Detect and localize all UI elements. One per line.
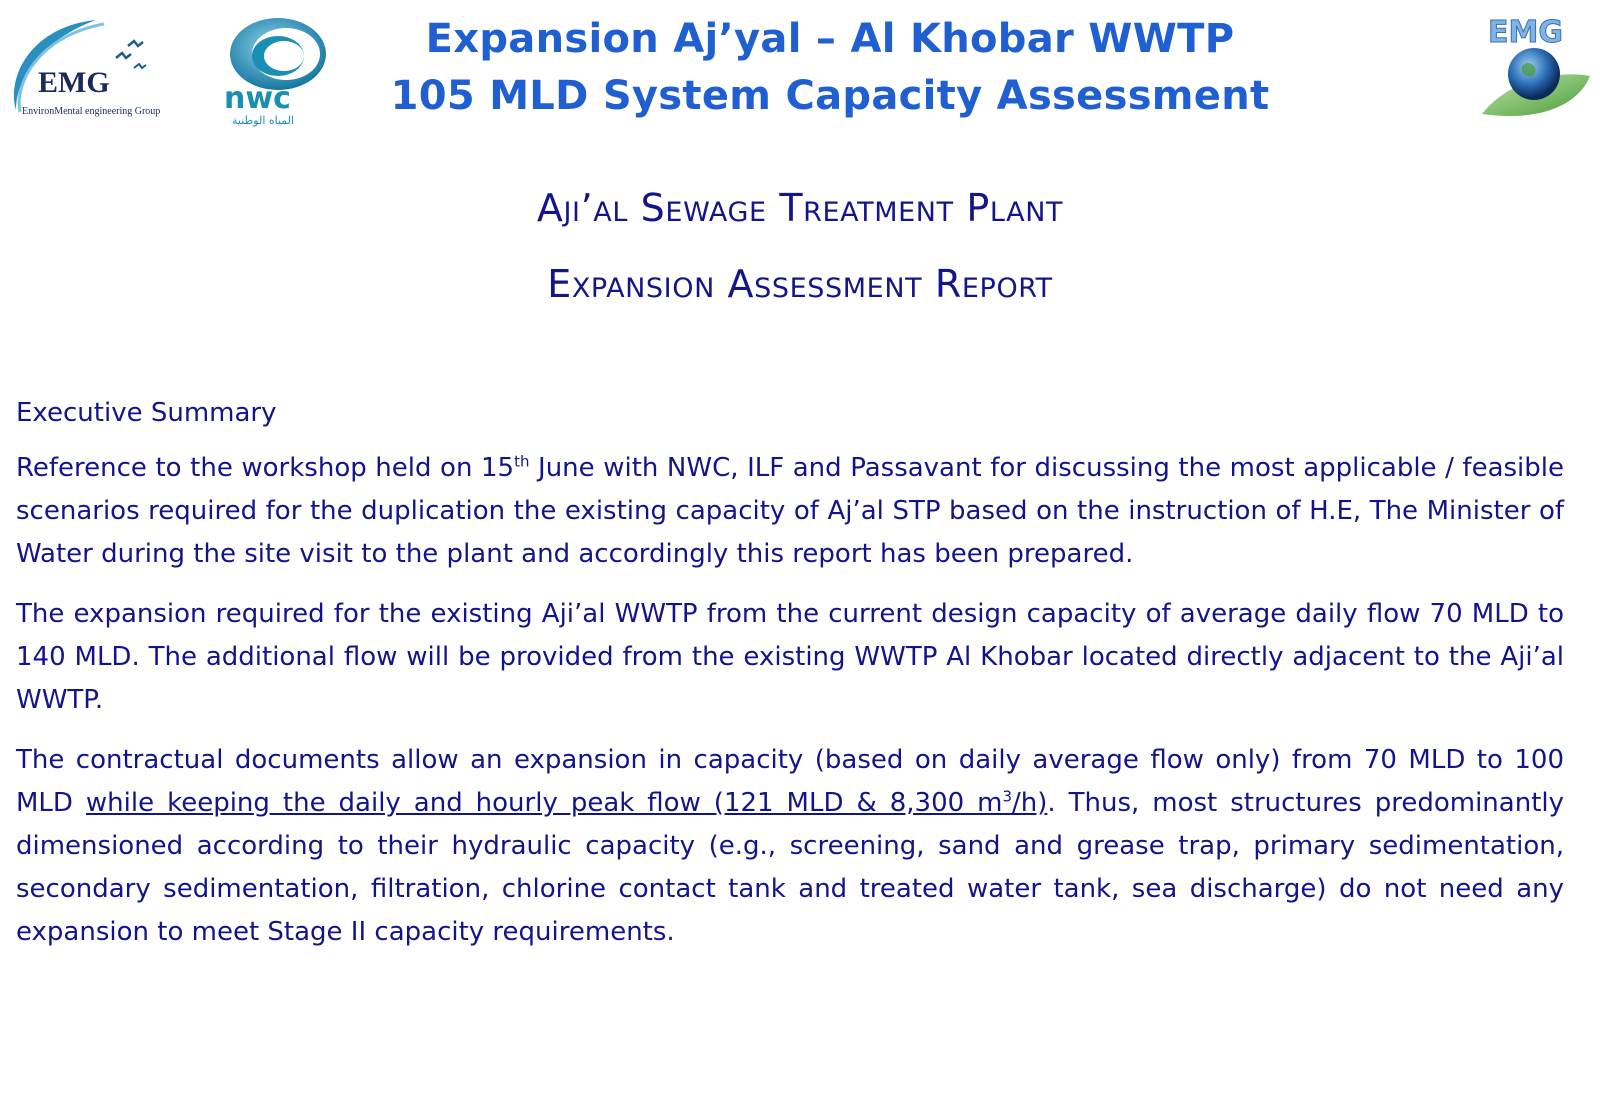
para1-text-a: Reference to the workshop held on 15 <box>16 453 515 483</box>
nwc-logo <box>218 12 342 128</box>
para3-underlined-a: while keeping the daily and hourly peak flow (121 MLD & 8,300 m <box>85 788 1003 818</box>
para3-text-b: . Thus, most structures predominantly dimensioned according to their hydraulic capacity (e.g., screening, sand and grease trap, primary sedimentation, secondary sedimentation, filtration, chlorine contact tank and treated water tank, sea discharge) do not need any expansion to meet Stage II capacity requirements. <box>16 788 1564 947</box>
header-titles <box>380 14 1280 128</box>
para1-text-b: June with NWC, ILF and Passavant for discussing the most applicable / feasible scenarios required for the duplication the existing capacity of Aj’al STP based on the instruction of H.E, The Minister of Water during the site visit to the plant and accordingly this report has been prepared. <box>16 453 1564 569</box>
document-title-line2: Expansion Assessment Report <box>547 262 1053 306</box>
emg-globe-icon <box>1478 10 1594 126</box>
svg-text:EMG: EMG <box>38 66 110 99</box>
svg-text:المياه الوطنية: المياه الوطنية <box>232 114 295 127</box>
para3-underlined-peak-flow <box>86 788 1047 818</box>
document-body <box>16 392 1564 971</box>
emg-logo-right <box>1478 10 1594 126</box>
section-heading-executive-summary: Executive Summary <box>16 398 277 428</box>
svg-text:EMG: EMG <box>1488 15 1563 50</box>
para1-superscript: th <box>514 452 530 471</box>
svg-text:EnvironMental engineering Grou: EnvironMental engineering Group <box>22 106 161 117</box>
para3-superscript: 3 <box>1002 787 1012 806</box>
svg-text:nwc: nwc <box>224 81 291 116</box>
nwc-logo-icon <box>218 12 342 128</box>
header-title-line1: Expansion Aj’yal – Al Khobar WWTP <box>425 16 1235 62</box>
para3-text-a: The contractual documents allow an expansion in capacity (based on daily average flow only) from 70 MLD to 100 MLD <box>16 745 1564 818</box>
emg-logo-left <box>4 14 192 126</box>
paragraph-contractual-documents <box>16 739 1564 954</box>
document-title-line1: Aji’al Sewage Treatment Plant <box>536 186 1064 230</box>
header-title-line2: 105 MLD System Capacity Assessment <box>390 73 1270 119</box>
emg-logo-icon <box>4 14 192 126</box>
para3-underlined-b: /h) <box>1012 788 1048 818</box>
paragraph-workshop-reference <box>16 447 1564 576</box>
paragraph-expansion-required: The expansion required for the existing Aji’al WWTP from the current design capacity of average daily flow 70 MLD to 140 MLD. The additional flow will be provided from the existing WWTP Al Khobar located directly adjacent to the Aji’al WWTP. <box>16 599 1564 715</box>
